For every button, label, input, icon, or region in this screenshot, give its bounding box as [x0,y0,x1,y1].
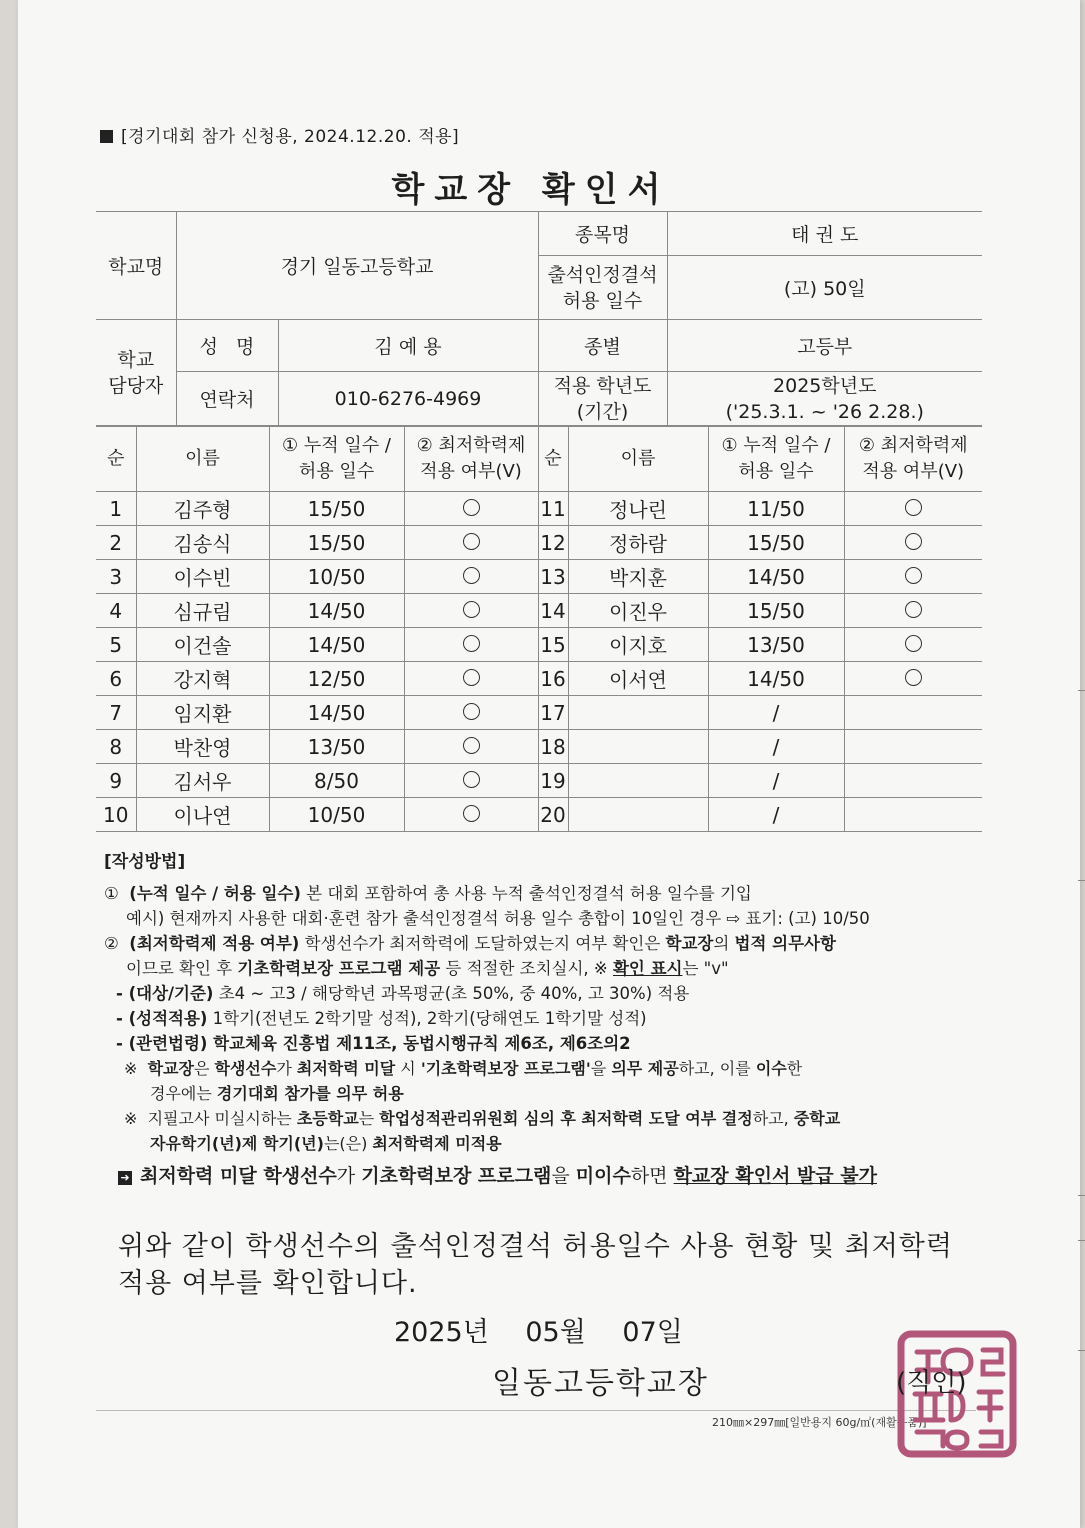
arrow-right-icon: ➜ [118,1171,132,1185]
table-row: 9 김서우 8/50 19 / [96,764,982,798]
circle-mark-icon [463,499,480,516]
school-label: 학교명 [96,212,176,320]
circle-mark-icon [463,669,480,686]
absence-value: (고) 50일 [667,256,982,320]
year-value: 2025학년도 ('25.3.1. ~ '26 2.28.) [667,372,982,426]
seal-label: (직인) [896,1368,967,1398]
sport-label: 종목명 [538,212,667,256]
manager-label: 학교 담당자 [96,320,176,426]
name-header: 이름 [568,427,708,492]
circle-mark-icon [463,601,480,618]
minimum-header: ② 최저학력제 적용 여부(V) [404,427,538,492]
name-label: 성 명 [176,320,278,372]
sport-value: 태 권 도 [667,212,982,256]
circle-mark-icon [905,499,922,516]
table-row: 6 강지혁 12/50 16 이서연 14/50 [96,662,982,696]
circle-mark-icon [463,567,480,584]
circle-mark-icon [463,805,480,822]
application-note: [경기대회 참가 신청용, 2024.12.20. 적용] [100,122,459,147]
order-header: 순 [96,427,136,492]
division-label: 종별 [538,320,667,372]
page-edge-mark [1078,1240,1085,1241]
issue-date: 2025년 05월 07일 [394,1317,683,1348]
year-label: 적용 학년도 (기간) [538,372,667,426]
instruction-line: ※ 지필고사 미실시하는 초등학교는 학업성적관리위원회 심의 후 최저학력 도달 여부 결정하고, 중학교 [124,1109,841,1128]
page-edge-mark [1078,1350,1085,1351]
division-value: 고등부 [667,320,982,372]
page-edge-mark [1078,1195,1085,1196]
final-notice: ➜ 최저학력 미달 학생선수가 기초학력보장 프로그램을 미이수하면 학교장 확인서 발급 불가 [104,1164,984,1189]
circle-mark-icon [463,533,480,550]
instructions-heading: [작성방법] [104,852,186,872]
instruction-line: ※ 학교장은 학생선수가 최저학력 미달 시 '기초학력보장 프로그램'을 의무 제공하고, 이를 이수한 [124,1059,803,1078]
circle-mark-icon [905,669,922,686]
circle-mark-icon [463,771,480,788]
table-row: 10 이나연 10/50 20 / [96,798,982,832]
table-row: 2 김송식 15/50 12 정하람 15/50 [96,526,982,560]
footer-divider [96,1410,976,1411]
table-row: 3 이수빈 10/50 13 박지훈 14/50 [96,560,982,594]
instruction-line: - (관련법령) 학교체육 진흥법 제11조, 동법시행규칙 제6조, 제6조의2 [116,1034,631,1053]
instruction-line: - (대상/기준) 초4 ~ 고3 / 해당학년 과목평균(초 50%, 중 40%, 고 30%) 적용 [116,984,690,1003]
name-value: 김 예 용 [278,320,538,372]
table-row: 4 심규림 14/50 14 이진우 15/50 [96,594,982,628]
instruction-line: - (성적적용) 1학기(전년도 2학기말 성적), 2학기(당해연도 1학기말 성적) [116,1009,647,1028]
contact-value: 010-6276-4969 [278,372,538,426]
contact-label: 연락처 [176,372,278,426]
circle-mark-icon [905,635,922,652]
circle-mark-icon [463,703,480,720]
circle-mark-icon [463,635,480,652]
school-value: 경기 일동고등학교 [176,212,538,320]
table-row: 8 박찬영 13/50 18 / [96,730,982,764]
instruction-line: 자유학기(년)제 학기(년)는(은) 최저학력제 미적용 [150,1134,502,1153]
minimum-header: ② 최저학력제 적용 여부(V) [844,427,982,492]
page-edge-mark [1078,880,1085,881]
instruction-line: 경우에는 경기대회 참가를 의무 허용 [150,1084,404,1103]
absence-label: 출석인정결석 허용 일수 [538,256,667,320]
info-table [96,211,982,426]
confirmation-statement: 위와 같이 학생선수의 출석인정결석 허용일수 사용 현황 및 최저학력 적용 여부를 확인합니다. [118,1231,953,1299]
table-row: 1 김주형 15/50 11 정나린 11/50 [96,492,982,526]
principal-signature-line: 일동고등학교장 [492,1366,709,1401]
instructions-section [104,850,984,1189]
paper-spec-footer: 210㎜×297㎜[일반용지 60g/㎡(재활용품)] [712,1416,927,1429]
order-header: 순 [538,427,568,492]
instruction-line: 이므로 확인 후 기초학력보장 프로그램 제공 등 적절한 조치실시, ※ 확인 표시는 "v" [126,959,729,978]
instruction-line: ① (누적 일수 / 허용 일수) 본 대회 포함하여 총 사용 누적 출석인정결석 허용 일수를 기입 [104,884,752,903]
days-header: ① 누적 일수 / 허용 일수 [269,427,404,492]
instruction-line: 예시) 현재까지 사용한 대회·훈련 참가 출석인정결석 허용 일수 총합이 10일인 경우 ⇨ 표기: (고) 10/50 [126,909,870,928]
circle-mark-icon [905,567,922,584]
page-edge-mark [1078,690,1085,691]
document-title: 학교장 확인서 [391,170,671,210]
table-row: 5 이건솔 14/50 15 이지호 13/50 [96,628,982,662]
square-bullet-icon [100,130,113,143]
days-header: ① 누적 일수 / 허용 일수 [708,427,844,492]
name-header: 이름 [136,427,269,492]
instruction-line: ② (최저학력제 적용 여부) 학생선수가 최저학력에 도달하였는지 여부 확인은 학교장의 법적 의무사항 [104,934,836,953]
circle-mark-icon [905,601,922,618]
table-row: 7 임지환 14/50 17 / [96,696,982,730]
roster-table [96,426,982,832]
circle-mark-icon [905,533,922,550]
circle-mark-icon [463,737,480,754]
